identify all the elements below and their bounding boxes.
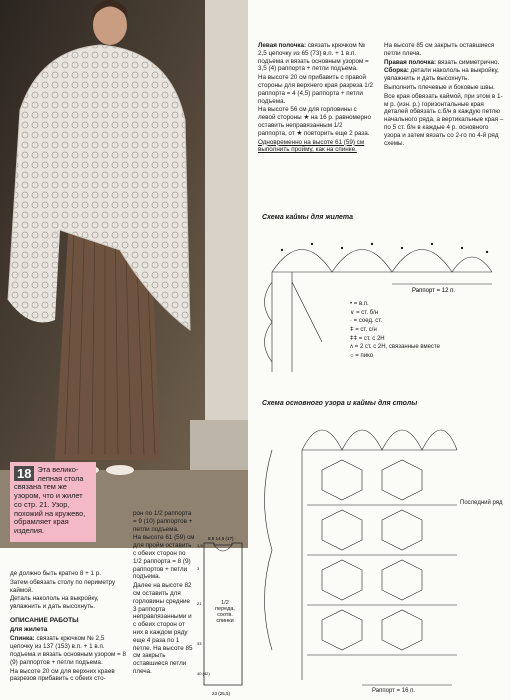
model-photo [0,0,248,548]
symbol-legend [350,300,500,361]
paragraph: На высоте 20 см прибавить с правой стороны для верхнего края разреза 1/2 раппорта = 4 (4,5) раппорта + петли подъема. [258,74,373,105]
assembly-label: Сборка: [384,67,409,75]
schematic-center-label: 1/2 переда, соотв. спинки [215,600,235,624]
legend-item [350,300,500,309]
legend-item [350,352,500,361]
legend-label: = 2 ст. с 2Н, связанные вместе [354,344,440,351]
photo-caption-text: Эта великолепная столa связана тем же узором, что и жилет со стр. 21. Узор, похожий на кружево, обрамляет края изделия. [14,465,86,536]
schematic-top-numbers: 8,5 14,5 (17) [208,536,234,541]
schematic-left-number: 1,5 [197,543,203,548]
legend-item [350,317,500,326]
legend-symbol: ǂ [350,327,354,334]
last-row-label: Последний ряд [460,500,503,506]
paragraph: Все края обвязать каймой, при этом в 1-м р. (изн. р.) горизонтальные края деталей обвязать с.б/н в каждую петлю начального ряда, а вертикальные края – по 5 ст. б/н в каждые 4 р. основного узора и затем вязать со 2-го по 4-й ряд схемы. [384,92,504,147]
left-bottom-text [10,570,126,684]
back-text: связать крючком № 2,5 цепочку из 137 (153) в.п. + 1 в.п. подъема и вязать основным узором = 8 (9) раппортов + петли подъема. [10,635,126,666]
paragraph: На высоте 56 см для горловины с левой стороны ★ на 16 р. равномерно оставить неправязанным 1/2 раппорта, от ★ повторить еще 2 раза. [258,106,371,137]
middle-text-column [133,510,195,677]
legend-label: = ст. б/н [356,309,379,316]
paragraph: Одновременно на высоте 61 (59) см выполнить пройму, как на спинке. [258,138,365,154]
legend-label: = пико [355,353,374,360]
legend-label: = ст. с 2Н [358,335,385,342]
legend-symbol: ○ [350,353,354,360]
right-text-col-1 [258,42,373,155]
right-front-label: Правая полочка: [384,58,437,66]
back-label: Спинка: [10,635,35,643]
schematic-left-number: 33 [197,641,202,646]
paragraph: На высоте 61 (59) см для пройм оставить с обеих сторон по 1/2 раппорта = 8 (9) раппортов + петли подъема. [133,534,195,581]
section-subtitle: для жилета [10,626,48,634]
legend-symbol: ǂǂ [350,335,358,342]
legend-label: = соед. ст. [353,318,383,325]
legend-symbol: ∨ [350,309,355,316]
model-number: 18 [14,466,34,481]
schematic-left-number: 21 [197,601,202,606]
section-title: ОПИСАНИЕ РАБОТЫ [10,616,79,624]
right-front-text: вязать симметрично. [436,58,500,66]
schematic-left-number: 40 (42) [197,671,210,676]
back-text-2: На высоте 20 см для верхних краев разрезов прибавить с обеих сто- [10,667,115,683]
photo-caption-box [10,462,96,542]
legend-label: = в.п. [353,301,369,307]
legend-item [350,343,500,352]
border-rapport-label: Раппорт = 12 п. [412,288,456,294]
paragraph: На высоте 85 см закрыть оставшиеся петли плеча. [384,42,495,57]
paragraph: рон по 1/2 раппорта = 9 (10) раппортов + петли подъема. [133,510,193,533]
left-front-label: Левая полочка: [258,42,307,49]
paragraph: Деталь накололь на выкройку, увлажнить и дать высохнуть. [10,595,99,611]
legend-symbol: ʌ [350,344,353,351]
legend-item [350,326,500,335]
legend-symbol: • [350,301,353,307]
legend-label: = ст. с/н [355,327,377,334]
legend-symbol: · [350,318,352,325]
paragraph: Затем обвязать столу по периметру каймой. [10,578,116,594]
right-text-col-2 [384,42,504,148]
main-pattern-chart-title: Схема основного узора и каймы для столы [262,400,418,407]
legend-item [350,309,500,318]
border-chart-title: Схема каймы для жилета [262,214,354,221]
main-rapport-label: Раппорт = 16 п. [372,688,416,694]
legend-item [350,335,500,344]
assembly-text: детали накололь на выкройку, увлажнить и дать высохнуть. [384,67,499,83]
paragraph: Далее на высоте 82 см оставить для горловины средние 3 раппорта неправлязанными и с обеих сторон от них в каждом ряду еще 4 раза по 1 петле. На высоте 85 см закрыть оставшиеся петли плеча. [133,582,193,675]
main-pattern-chart [262,410,462,695]
paragraph: де должно быть кратно 8 + 1 р. [10,570,102,577]
left-front-text: связать крючком № 2,5 цепочку из 65 (73) в.п. + 1 в.п. подъема и вязать основным узором = 3,5 (4) раппорта + петли подъема. [258,42,369,73]
schematic-left-number: 3 [197,566,200,571]
schematic-bottom-numbers: 23 (25,5) [212,691,231,696]
paragraph: Выполнить плечевые и боковые швы. [384,83,495,91]
